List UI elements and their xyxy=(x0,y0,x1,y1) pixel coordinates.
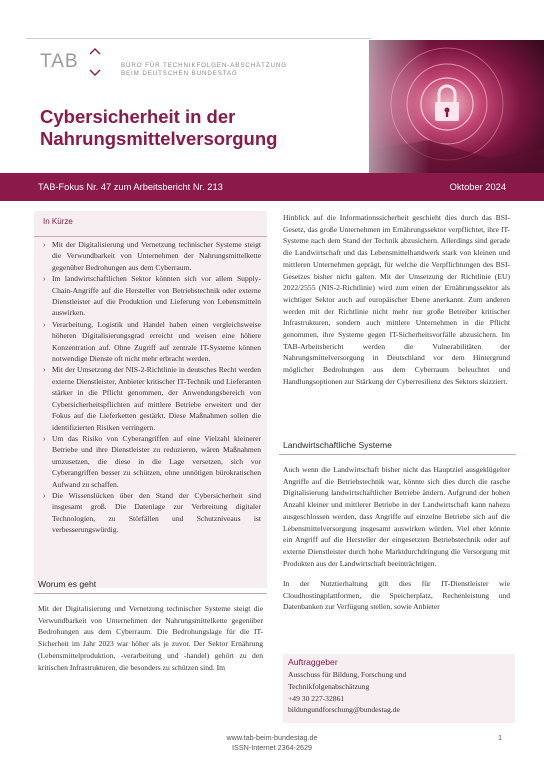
report-date: Oktober 2024 xyxy=(449,182,506,192)
report-series-label: TAB-Fokus Nr. 47 zum Arbeitsbericht Nr. 213 xyxy=(38,182,223,192)
intro-continued-paragraph: Hinblick auf die Informationssicherheit geschieht dies durch das BSI-Gesetz, das große Unternehmen im Ernährungssektor verpflichtet, ihre IT-Systeme nach dem Stand der Technik abzusichern. Allerdings sind gerade die Landwirtschaft und das Lebensmittelhandwerk stark von kleinen und mittleren Unternehmen geprägt, für welche die Verpflichtungen des BSI-Gesetzes bisher nicht galten. Mit der Umsetzung der Richtlinie (EU) 2022/2555 (NIS-2-Richtlinie) wird zum einen der Ernährungssektor als wichtiger Sektor auch auf europäischer Ebene anerkannt. Zum anderen werden mit der Richtlinie nicht mehr nur große Betreiber kritischer Infrastrukturen, sondern auch mittlere Unternehmen in die Pflicht genommen, ihre Systeme gegen IT-Sicherheitsvorfälle abzusichern. Im TAB-Arbeitsbericht werden die Vulnerabilitäten der Nahrungsmittelversorgung in Deutschland vor dem Hintergrund möglicher Bedrohungen aus dem Cyberraum beleuchtet und Handlungsoptionen zur Stärkung der Cyberresilienz des Sektors skizziert. xyxy=(283,213,510,386)
footer-issn: ISSN-Internet 2364-2629 xyxy=(232,743,312,752)
padlock-icon xyxy=(369,40,544,173)
in-kuerze-divider xyxy=(34,236,267,237)
in-kuerze-item: › Um das Risiko von Cyberangriffen auf eine Vielzahl kleinerer Betriebe und ihre Dienstleister zu reduzieren, wären Maßnahmen umzusetzen, die diese in die Lage versetzen, sich vor Cyberangriffen besser zu schützen, ohne unnötigen bürokratischen Aufwand zu schaffen. xyxy=(43,433,261,490)
auftraggeber-details xyxy=(288,669,512,716)
in-kuerze-item: › Mit der Digitalisierung und Vernetzung technischer Systeme steigt die Verwundbarkeit von Unternehmen der Nahrungsmittelkette gegenüber Bedrohungen aus dem Cyberraum. xyxy=(43,239,261,273)
auftraggeber-phone: +49 30 227-32861 xyxy=(288,693,345,703)
document-header xyxy=(0,0,544,173)
auftraggeber-heading: Auftraggeber xyxy=(288,657,338,667)
auftraggeber-committee-continued: Technikfolgenabschätzung xyxy=(288,681,370,691)
auftraggeber-email[interactable]: bildungundforschung@bundestag.de xyxy=(288,705,400,715)
landwirtschaft-paragraph-2: In der Nutztierhaltung gilt dies für IT-Dienstleister wie Cloudhostingplattformen, die Speicherplatz, Rechenleistung und Datenbanken zur Verfügung stellen, sowie Anbieter xyxy=(283,579,510,612)
in-kuerze-item: › Verarbeitung, Logistik und Handel haben einen vergleichsweise höheren Digitalisierungsgrad erreicht und weisen eine höhere Konzentration auf. Ohne Zugriff auf zentrale IT-Systeme können notwendige Dienste oft nicht mehr erbracht werden. xyxy=(43,319,261,365)
landwirtschaft-paragraph-1: Auch wenn die Landwirtschaft bisher nicht das Hauptziel ausgeklügelter Angriffe auf die Betriebstechnik war, könnte sich dies durch die rasche Digitalisierung landwirtschaftlicher Betriebe ändern. Aufgrund der hohen Anzahl kleiner und mittlerer Betriebe in der Landwirtschaft kann nahezu ausgeschlossen werden, dass Angriffe auf einzelne Betriebe sich auf die Lebensmittelversorgung insgesamt auswirken würden. Viel eher könnte ein Angriff auf die Hersteller der eingesetzten Betriebstechnik oder auf externe Dienstleister durch hohe Marktdurchdringung die Versorgung mit Produkten aus der Landwirtschaft beeinträchtigen. xyxy=(283,465,510,568)
in-kuerze-heading: In Kürze xyxy=(43,217,73,226)
in-kuerze-item: › Im landwirtschaftlichen Sektor könnten sich vor allem Supply-Chain-Angriffe auf die Hersteller von Betriebstechnik oder externe Dienstleister auf die Produktion und Lieferung von Lebensmitteln auswirken. xyxy=(43,273,261,319)
in-kuerze-item: › Mit der Umsetzung der NIS-2-Richtlinie in deutsches Recht werden externe Dienstleister, Anbieter kritischer IT-Technik und Lieferanten stärker in die Pflicht genommen, der Anwendungsbereich von Cybersicherheitspflichten auf mittlere Betriebe erweitert und der Fokus auf die Lieferketten gestärkt. Diese Maßnahmen sollen die identifizierten Risiken verringern. xyxy=(43,364,261,432)
auftraggeber-committee: Ausschuss für Bildung, Forschung und xyxy=(288,670,407,679)
in-kuerze-item: › Die Wissenslücken über den Stand der Cybersicherheit sind insgesamt groß. Die Datenlage zur Verbreitung digitaler Technologien, zu Störfällen und Schutzniveaus ist verbesserungswürdig. xyxy=(43,490,261,536)
org-name-line-1: BÜRO FÜR TECHNIKFOLGEN-ABSCHÄTZUNG xyxy=(121,62,287,69)
worum-paragraph: Mit der Digitalisierung und Vernetzung technischer Systeme steigt die Verwundbarkeit von Unternehmen der Nahrungsmittelkette gegenüber Bedrohungen aus dem Cyberraum. Die Bedrohungslage für die IT-Sicherheit im Jahr 2023 war höher als je zuvor. Der Sektor Ernährung (Lebensmittelproduktion, -verarbeitung und -handel) gehört zu den kritischen Infrastrukturen, die besonders zu schützen sind. Im xyxy=(38,604,263,672)
worum-divider xyxy=(34,593,267,594)
document-title: Cybersicherheit in der Nahrungsmittelversorgung xyxy=(40,106,278,149)
auftraggeber-box xyxy=(283,654,515,723)
landwirtschaft-divider xyxy=(279,454,516,455)
header-divider xyxy=(26,38,371,39)
tab-logo: TAB xyxy=(40,51,79,72)
tab-logo-mark-icon xyxy=(88,47,102,77)
report-info-band xyxy=(0,173,544,201)
worum-heading: Worum es geht xyxy=(38,579,97,589)
footer-website-link[interactable]: www.tab-beim-bundestag.de xyxy=(226,733,318,742)
in-kuerze-list xyxy=(43,239,261,536)
in-kuerze-box xyxy=(34,211,267,588)
landwirtschaft-heading: Landwirtschaftliche Systeme xyxy=(283,440,392,450)
org-name-line-2: BEIM DEUTSCHEN BUNDESTAG xyxy=(121,70,238,77)
page-number: 1 xyxy=(498,733,502,742)
